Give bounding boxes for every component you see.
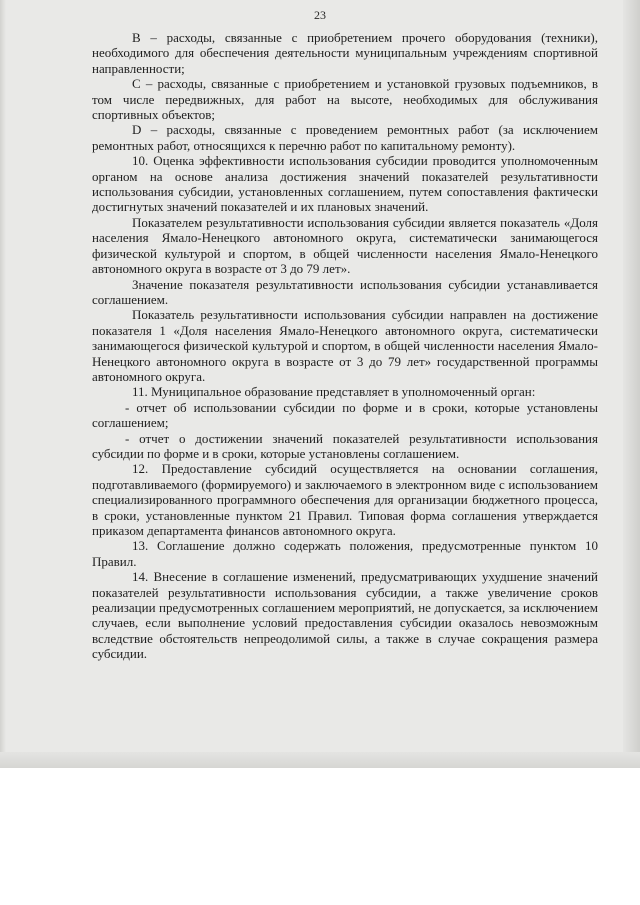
scan-right-edge [623,0,640,768]
paragraph-b: В – расходы, связанные с приобретением прочего оборудования (техники), необходимого для обеспечения деятельности муниципальным учреждениям спортивной направленности; [92,30,598,76]
paragraph-11-item-2: - отчет о достижении значений показателей результативности использования субсидии по форме и в сроки, которые установлены соглашением. [92,430,598,461]
paragraph-12: 12. Предоставление субсидий осуществляется на основании соглашения, подготавливаемого (формируемого) и заключаемого в электронном виде с использованием специализированного программного обеспечения для организации бюджетного процесса, в сроки, установленные пунктом 21 Правил. Типовая форма соглашения утверждается приказом департамента финансов автономного округа. [92,461,598,538]
paragraph-indicator-goal: Показатель результативности использования субсидии направлен на достижение показателя 1 «Доля населения Ямало-Ненецкого автономного округа, систематически занимающегося физической культурой и спортом, в общей численности населения Ямало-Ненецкого автономного округа в возрасте от 3 до 79 лет» государственной программы автономного округа. [92,307,598,384]
paragraph-14: 14. Внесение в соглашение изменений, предусматривающих ухудшение значений показателей результативности использования субсидии, а также увеличение сроков реализации предусмотренных соглашением мероприятий, не допускается, за исключением случаев, если выполнение условий предоставления субсидии оказалось невозможным вследствие обстоятельств непреодолимой силы, а также в случае сокращения размера субсидии. [92,569,598,662]
paragraph-indicator: Показателем результативности использования субсидии является показатель «Доля населения Ямало-Ненецкого автономного округа, систематически занимающегося физической культурой и спортом, в общей численности населения Ямало-Ненецкого автономного округа в возрасте от 3 до 79 лет». [92,214,598,277]
paragraph-d: D – расходы, связанные с проведением ремонтных работ (за исключением ремонтных работ, относящихся к перечню работ по капитальному ремонту). [92,122,598,153]
scan-bottom-edge [0,752,640,768]
scan-left-edge [0,0,6,768]
paragraph-11: 11. Муниципальное образование представляет в уполномоченный орган: [132,384,536,400]
paragraph-c: С – расходы, связанные с приобретением и установкой грузовых подъемников, в том числе передвижных, для работ на высоте, необходимых для обслуживания спортивных объектов; [92,76,598,123]
paragraph-13: 13. Соглашение должно содержать положения, предусмотренные пунктом 10 Правил. [92,538,598,569]
document-body [92,30,598,662]
page-number: 23 [314,8,326,22]
paragraph-indicator-value: Значение показателя результативности использования субсидии устанавливается соглашением. [92,276,598,307]
paragraph-11-item-1: - отчет об использовании субсидии по форме и в сроки, которые установлены соглашением; [92,399,598,431]
paragraph-10: 10. Оценка эффективности использования субсидии проводится уполномоченным органом на основе анализа достижения значений показателей результативности использования субсидии, установленных соглашением, путем сопоставления фактически достигнутых значений показателей и их плановых значений. [92,153,598,215]
